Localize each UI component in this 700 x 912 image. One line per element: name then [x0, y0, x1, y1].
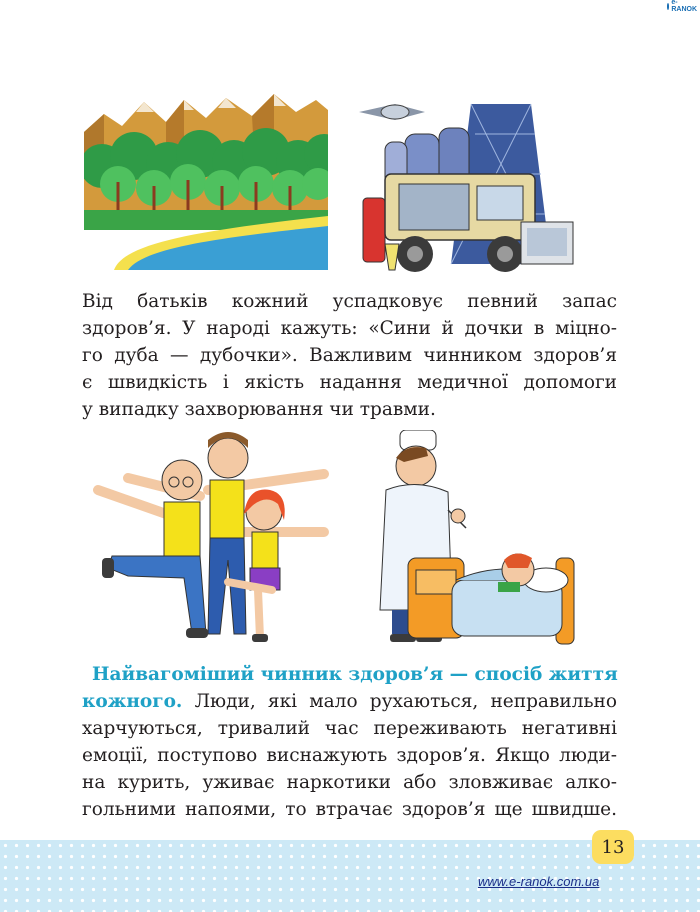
text-line: здоров’я. У народі кажуть: «Сини й дочки в міцно- — [82, 318, 617, 339]
logo-text: e-RANOK — [671, 0, 698, 13]
website-link[interactable]: www.e-ranok.com.ua — [478, 874, 600, 889]
text-line: гольними напоями, то втрачає здоров’я ще швидше. — [82, 799, 617, 820]
highlighted-key-phrase-end: кожного. — [82, 691, 183, 712]
industry-pollution-illustration — [355, 94, 587, 274]
text-line: емоції, поступово виснажують здоров’я. Якщо люди- — [82, 745, 617, 766]
text-line: го дуба — дубочки». Важливим чинником здоров’я — [82, 345, 617, 366]
logo-dot-icon — [667, 3, 669, 10]
highlighted-key-phrase: Найвагоміший чинник здоров’я — спосіб життя — [92, 664, 618, 685]
text-line: харчуються, тривалий час переживають негативні — [82, 718, 617, 739]
text-line — [82, 661, 617, 688]
page-number-badge — [592, 830, 634, 864]
text-line: на курить, уживає наркотики або зловживає алко- — [82, 772, 617, 793]
nature-landscape-illustration — [84, 92, 328, 270]
family-exercise-illustration — [88, 428, 330, 652]
paragraph-lifestyle — [82, 661, 617, 823]
text-line: Від батьків кожний успадковує певний запас — [82, 291, 617, 312]
text-fragment: Люди, які мало рухаються, неправильно — [182, 691, 617, 712]
text-line — [82, 688, 617, 715]
text-line: є швидкість і якість надання медичної допомоги — [82, 372, 617, 393]
page-number: 13 — [601, 836, 625, 858]
text-line: у випадку захворювання чи травми. — [82, 399, 436, 420]
paragraph-heredity — [82, 288, 617, 423]
publisher-logo — [667, 1, 697, 11]
doctor-visit-illustration — [356, 430, 578, 648]
